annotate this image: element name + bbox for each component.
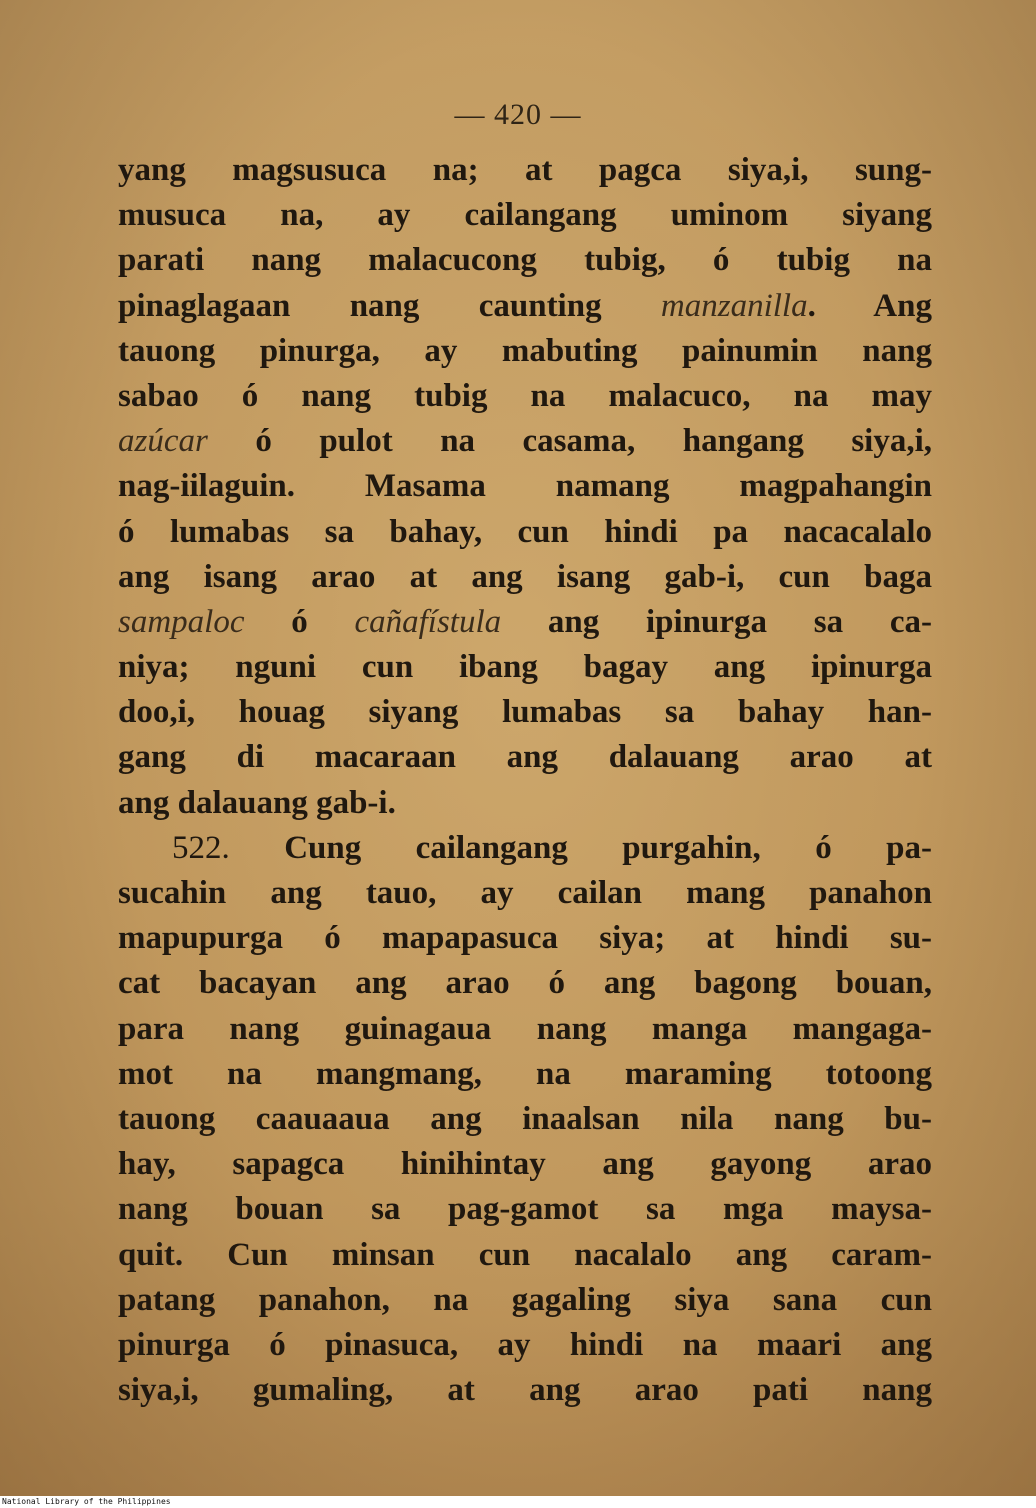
text-segment: Cung cailangang purgahin, ó pa- bbox=[229, 829, 932, 866]
text-line bbox=[118, 1278, 932, 1323]
text-line bbox=[118, 871, 932, 916]
text-segment: ang ipinurga sa ca- bbox=[501, 603, 932, 640]
text-line bbox=[118, 329, 932, 374]
text-line bbox=[118, 961, 932, 1006]
text-line bbox=[118, 148, 932, 193]
text-segment: nang bouan sa pag-gamot sa mga maysa- bbox=[118, 1191, 932, 1228]
italic-term: cañafístula bbox=[354, 603, 502, 640]
text-segment: gang di macaraan ang dalauang arao at bbox=[118, 739, 932, 776]
text-line bbox=[118, 1052, 932, 1097]
text-line bbox=[118, 1323, 932, 1368]
body-text bbox=[118, 148, 932, 1413]
footer-credit: National Library of the Philippines bbox=[0, 1496, 1036, 1508]
text-line bbox=[118, 464, 932, 509]
text-line bbox=[118, 1097, 932, 1142]
text-line bbox=[118, 781, 932, 826]
text-segment: ó pulot na casama, hangang siya,i, bbox=[207, 423, 932, 460]
text-line bbox=[118, 690, 932, 735]
text-line bbox=[118, 193, 932, 238]
text-line bbox=[118, 284, 932, 329]
text-line bbox=[118, 1368, 932, 1413]
text-segment: siya,i, gumaling, at ang arao pati nang bbox=[118, 1372, 932, 1409]
text-segment: pinaglagaan nang caunting bbox=[118, 287, 661, 324]
text-segment: sabao ó nang tubig na malacuco, na may bbox=[118, 377, 932, 414]
text-segment: ang dalauang gab-i. bbox=[118, 784, 396, 821]
text-segment: musuca na, ay cailangang uminom siyang bbox=[118, 197, 932, 234]
text-segment: mapupurga ó mapapasuca siya; at hindi su- bbox=[118, 920, 932, 957]
italic-term: azúcar bbox=[118, 423, 208, 460]
text-line bbox=[118, 555, 932, 600]
text-segment: ang isang arao at ang isang gab-i, cun baga bbox=[118, 558, 932, 595]
italic-term: manzanilla bbox=[660, 287, 808, 324]
text-segment: sucahin ang tauo, ay cailan mang panahon bbox=[118, 875, 932, 911]
text-segment: tauong caauaaua ang inaalsan nila nang bu- bbox=[118, 1100, 932, 1137]
text-line bbox=[118, 238, 932, 283]
text-line bbox=[118, 1142, 932, 1187]
text-segment: cat bacayan ang arao ó ang bagong bouan, bbox=[118, 965, 932, 1002]
text-line bbox=[118, 1187, 932, 1232]
text-line bbox=[118, 735, 932, 780]
text-line bbox=[118, 826, 932, 871]
text-segment: tauong pinurga, ay mabuting painumin nang bbox=[118, 332, 932, 369]
text-segment: . Ang bbox=[807, 287, 932, 324]
text-segment: ó lumabas sa bahay, cun hindi pa nacacalalo bbox=[118, 513, 932, 550]
text-segment: quit. Cun minsan cun nacalalo ang caram- bbox=[118, 1236, 932, 1273]
text-line bbox=[118, 510, 932, 555]
text-line bbox=[118, 1007, 932, 1052]
text-line bbox=[118, 916, 932, 961]
text-segment: ó bbox=[244, 603, 355, 640]
text-line bbox=[118, 1233, 932, 1278]
text-line bbox=[118, 419, 932, 464]
text-segment: pinurga ó pinasuca, ay hindi na maari ang bbox=[118, 1326, 932, 1363]
text-segment: niya; nguni cun ibang bagay ang ipinurga bbox=[118, 649, 932, 686]
text-segment: nag-iilaguin. Masama namang magpahangin bbox=[118, 468, 932, 505]
text-segment: mot na mangmang, na maraming totoong bbox=[118, 1055, 932, 1092]
text-line bbox=[118, 600, 932, 645]
text-line bbox=[118, 374, 932, 419]
text-segment: hay, sapagca hinihintay ang gayong arao bbox=[118, 1146, 932, 1183]
paragraph-number: 522. bbox=[172, 829, 230, 866]
text-line bbox=[118, 645, 932, 690]
text-segment: doo,i, houag siyang lumabas sa bahay han- bbox=[118, 694, 932, 731]
text-segment: parati nang malacucong tubig, ó tubig na bbox=[118, 242, 932, 279]
page-number: — 420 — bbox=[454, 98, 582, 131]
text-segment: yang magsusuca na; at pagca siya,i, sung- bbox=[118, 152, 932, 188]
text-segment: patang panahon, na gagaling siya sana cun bbox=[118, 1281, 932, 1318]
text-segment: para nang guinagaua nang manga mangaga- bbox=[118, 1010, 932, 1047]
italic-term: sampaloc bbox=[118, 603, 245, 640]
